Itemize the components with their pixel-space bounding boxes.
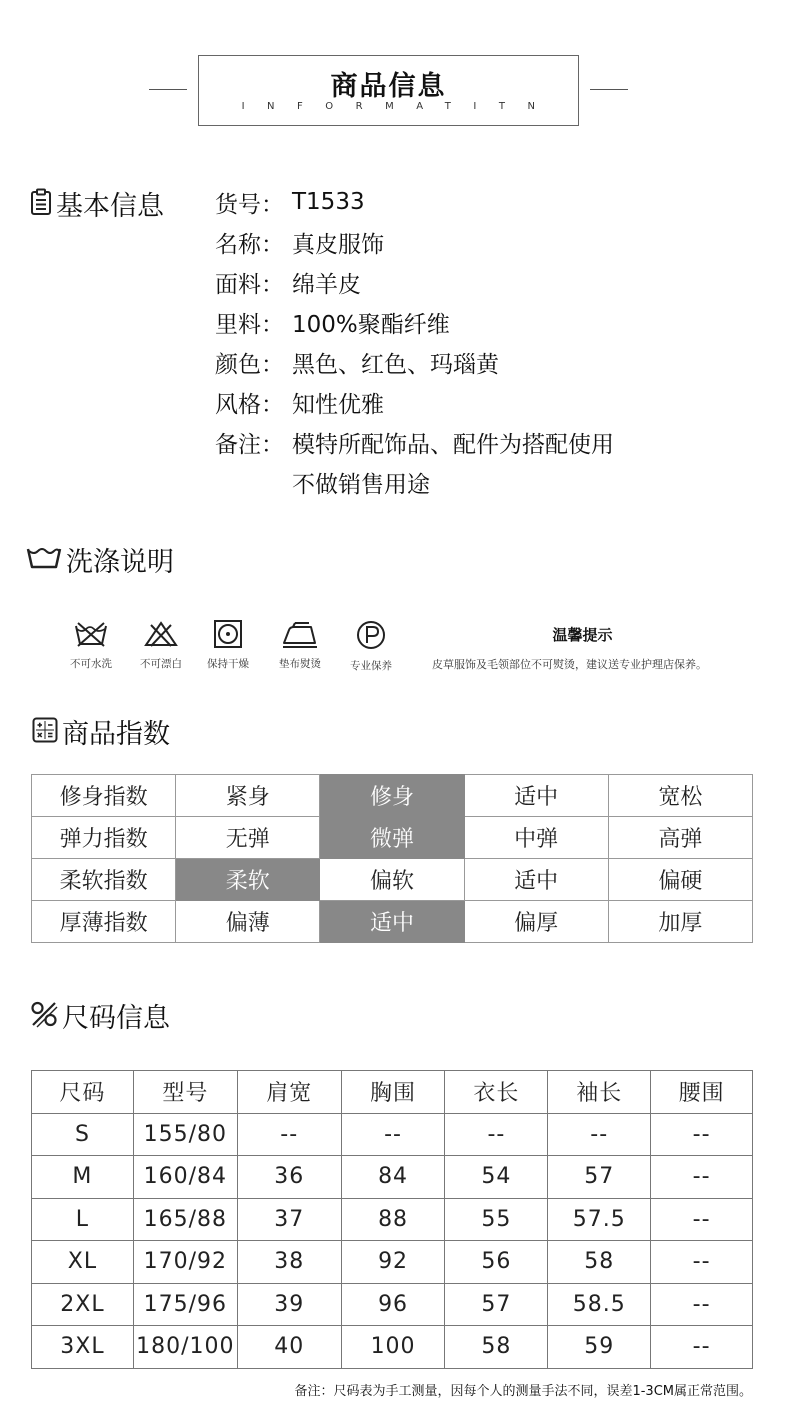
table-cell: -- bbox=[651, 1283, 753, 1326]
table-cell: 36 bbox=[237, 1156, 341, 1199]
info-row-item-no bbox=[215, 182, 614, 222]
table-cell: 180/100 bbox=[133, 1326, 237, 1369]
index-option: 偏软 bbox=[320, 859, 464, 901]
wash-item-professional bbox=[341, 620, 401, 673]
table-cell: 92 bbox=[341, 1241, 445, 1284]
wash-item-tumble-dry bbox=[198, 620, 258, 671]
page-subtitle: INFORMATITN bbox=[241, 101, 558, 112]
table-row bbox=[32, 1156, 753, 1199]
header-divider-right bbox=[590, 89, 628, 90]
no-bleach-icon bbox=[131, 620, 191, 648]
table-cell: -- bbox=[651, 1326, 753, 1369]
column-header: 型号 bbox=[133, 1071, 237, 1114]
column-header: 衣长 bbox=[445, 1071, 548, 1114]
washtub-icon bbox=[26, 545, 62, 575]
table-cell: -- bbox=[651, 1241, 753, 1284]
table-cell: 58 bbox=[445, 1326, 548, 1369]
percent-icon bbox=[30, 1000, 58, 1032]
size-table bbox=[31, 1070, 753, 1369]
index-option: 无弹 bbox=[176, 817, 320, 859]
index-option: 中弹 bbox=[464, 817, 608, 859]
index-option: 适中 bbox=[320, 901, 464, 943]
table-cell: 96 bbox=[341, 1283, 445, 1326]
table-row bbox=[32, 817, 753, 859]
wash-item-iron bbox=[270, 620, 330, 671]
table-cell: 165/88 bbox=[133, 1198, 237, 1241]
wash-item-no-bleach bbox=[131, 620, 191, 671]
iron-with-cloth-icon bbox=[270, 620, 330, 648]
calculator-icon bbox=[32, 717, 58, 747]
column-header: 尺码 bbox=[32, 1071, 134, 1114]
wash-caption: 保持干燥 bbox=[207, 658, 249, 670]
table-cell: 2XL bbox=[32, 1283, 134, 1326]
table-cell: 59 bbox=[548, 1326, 651, 1369]
index-option: 偏薄 bbox=[176, 901, 320, 943]
table-cell: -- bbox=[445, 1113, 548, 1156]
index-option: 微弹 bbox=[320, 817, 464, 859]
index-option: 宽松 bbox=[608, 775, 752, 817]
index-option: 偏厚 bbox=[464, 901, 608, 943]
table-cell: 155/80 bbox=[133, 1113, 237, 1156]
info-value: T1533 bbox=[292, 189, 365, 215]
size-heading-label: 尺码信息 bbox=[62, 1003, 170, 1034]
page-title: 商品信息 bbox=[330, 71, 447, 102]
index-option: 偏硬 bbox=[608, 859, 752, 901]
table-cell: M bbox=[32, 1156, 134, 1199]
index-name: 修身指数 bbox=[32, 775, 176, 817]
basic-info-heading-label: 基本信息 bbox=[56, 191, 164, 222]
info-value: 100%聚酯纤维 bbox=[292, 311, 450, 338]
column-header: 胸围 bbox=[341, 1071, 445, 1114]
index-name: 柔软指数 bbox=[32, 859, 176, 901]
table-row bbox=[32, 1326, 753, 1369]
index-heading bbox=[32, 712, 170, 751]
table-cell: -- bbox=[548, 1113, 651, 1156]
table-cell: 57 bbox=[548, 1156, 651, 1199]
tip-title: 温馨提示 bbox=[552, 626, 613, 644]
table-cell: 39 bbox=[237, 1283, 341, 1326]
table-row bbox=[32, 1113, 753, 1156]
index-option: 加厚 bbox=[608, 901, 752, 943]
info-label: 风格： bbox=[215, 391, 284, 418]
size-heading bbox=[30, 996, 170, 1035]
table-row bbox=[32, 1241, 753, 1284]
info-value: 黑色、红色、玛瑙黄 bbox=[292, 351, 499, 378]
index-name: 厚薄指数 bbox=[32, 901, 176, 943]
table-cell: 88 bbox=[341, 1198, 445, 1241]
table-header-row bbox=[32, 1071, 753, 1114]
info-label: 货号： bbox=[215, 191, 284, 218]
tip-text: 皮草服饰及毛领部位不可熨烫，建议送专业护理店保养。 bbox=[432, 658, 707, 671]
table-cell: 170/92 bbox=[133, 1241, 237, 1284]
header-divider-left bbox=[149, 89, 187, 90]
table-cell: 57 bbox=[445, 1283, 548, 1326]
info-label: 名称： bbox=[215, 231, 284, 258]
table-row bbox=[32, 901, 753, 943]
info-row-name bbox=[215, 222, 614, 262]
table-cell: -- bbox=[341, 1113, 445, 1156]
table-cell: S bbox=[32, 1113, 134, 1156]
table-cell: 100 bbox=[341, 1326, 445, 1369]
wash-heading-label: 洗涤说明 bbox=[66, 547, 174, 578]
info-value: 不做销售用途 bbox=[292, 471, 430, 498]
info-value: 模特所配饰品、配件为搭配使用 bbox=[292, 431, 614, 458]
info-value: 真皮服饰 bbox=[292, 231, 384, 258]
basic-info-heading bbox=[30, 184, 164, 223]
table-cell: 175/96 bbox=[133, 1283, 237, 1326]
index-option: 柔软 bbox=[176, 859, 320, 901]
table-cell: -- bbox=[651, 1113, 753, 1156]
table-cell: 160/84 bbox=[133, 1156, 237, 1199]
index-option: 高弹 bbox=[608, 817, 752, 859]
table-cell: 40 bbox=[237, 1326, 341, 1369]
tumble-dry-icon bbox=[198, 620, 258, 648]
table-cell: 58.5 bbox=[548, 1283, 651, 1326]
clipboard-icon bbox=[30, 188, 52, 220]
table-row bbox=[32, 775, 753, 817]
info-row-remark bbox=[215, 422, 614, 462]
table-cell: 57.5 bbox=[548, 1198, 651, 1241]
table-cell: -- bbox=[651, 1198, 753, 1241]
table-cell: L bbox=[32, 1198, 134, 1241]
professional-clean-icon bbox=[341, 620, 401, 650]
index-option: 紧身 bbox=[176, 775, 320, 817]
info-label: 备注： bbox=[215, 431, 284, 458]
table-cell: 3XL bbox=[32, 1326, 134, 1369]
table-cell: 37 bbox=[237, 1198, 341, 1241]
size-note: 备注：尺码表为手工测量，因每个人的测量手法不同，误差1-3CM属正常范围。 bbox=[294, 1384, 752, 1399]
info-row-color bbox=[215, 342, 614, 382]
info-value: 知性优雅 bbox=[292, 391, 384, 418]
no-wash-icon bbox=[61, 620, 121, 648]
table-cell: 54 bbox=[445, 1156, 548, 1199]
info-value: 绵羊皮 bbox=[292, 271, 361, 298]
index-option: 适中 bbox=[464, 859, 608, 901]
wash-caption: 专业保养 bbox=[350, 660, 392, 672]
table-cell: 55 bbox=[445, 1198, 548, 1241]
info-row-lining bbox=[215, 302, 614, 342]
table-cell: XL bbox=[32, 1241, 134, 1284]
table-row bbox=[32, 1198, 753, 1241]
wash-caption: 不可漂白 bbox=[140, 658, 182, 670]
index-heading-label: 商品指数 bbox=[62, 719, 170, 750]
table-row bbox=[32, 1283, 753, 1326]
wash-caption: 不可水洗 bbox=[70, 658, 112, 670]
table-cell: 56 bbox=[445, 1241, 548, 1284]
index-name: 弹力指数 bbox=[32, 817, 176, 859]
column-header: 肩宽 bbox=[237, 1071, 341, 1114]
table-cell: 84 bbox=[341, 1156, 445, 1199]
info-row-remark-cont bbox=[215, 462, 614, 502]
wash-item-no-wash bbox=[61, 620, 121, 671]
info-label: 里料： bbox=[215, 311, 284, 338]
index-option: 修身 bbox=[320, 775, 464, 817]
wash-caption: 垫布熨烫 bbox=[279, 658, 321, 670]
info-label: 面料： bbox=[215, 271, 284, 298]
index-table bbox=[31, 774, 753, 943]
table-cell: -- bbox=[651, 1156, 753, 1199]
column-header: 袖长 bbox=[548, 1071, 651, 1114]
table-cell: -- bbox=[237, 1113, 341, 1156]
header-title-box bbox=[198, 55, 579, 126]
table-cell: 38 bbox=[237, 1241, 341, 1284]
index-option: 适中 bbox=[464, 775, 608, 817]
wash-heading bbox=[26, 540, 174, 579]
column-header: 腰围 bbox=[651, 1071, 753, 1114]
basic-info-list bbox=[215, 182, 614, 502]
info-row-style bbox=[215, 382, 614, 422]
table-cell: 58 bbox=[548, 1241, 651, 1284]
table-row bbox=[32, 859, 753, 901]
info-row-fabric bbox=[215, 262, 614, 302]
info-label: 颜色： bbox=[215, 351, 284, 378]
